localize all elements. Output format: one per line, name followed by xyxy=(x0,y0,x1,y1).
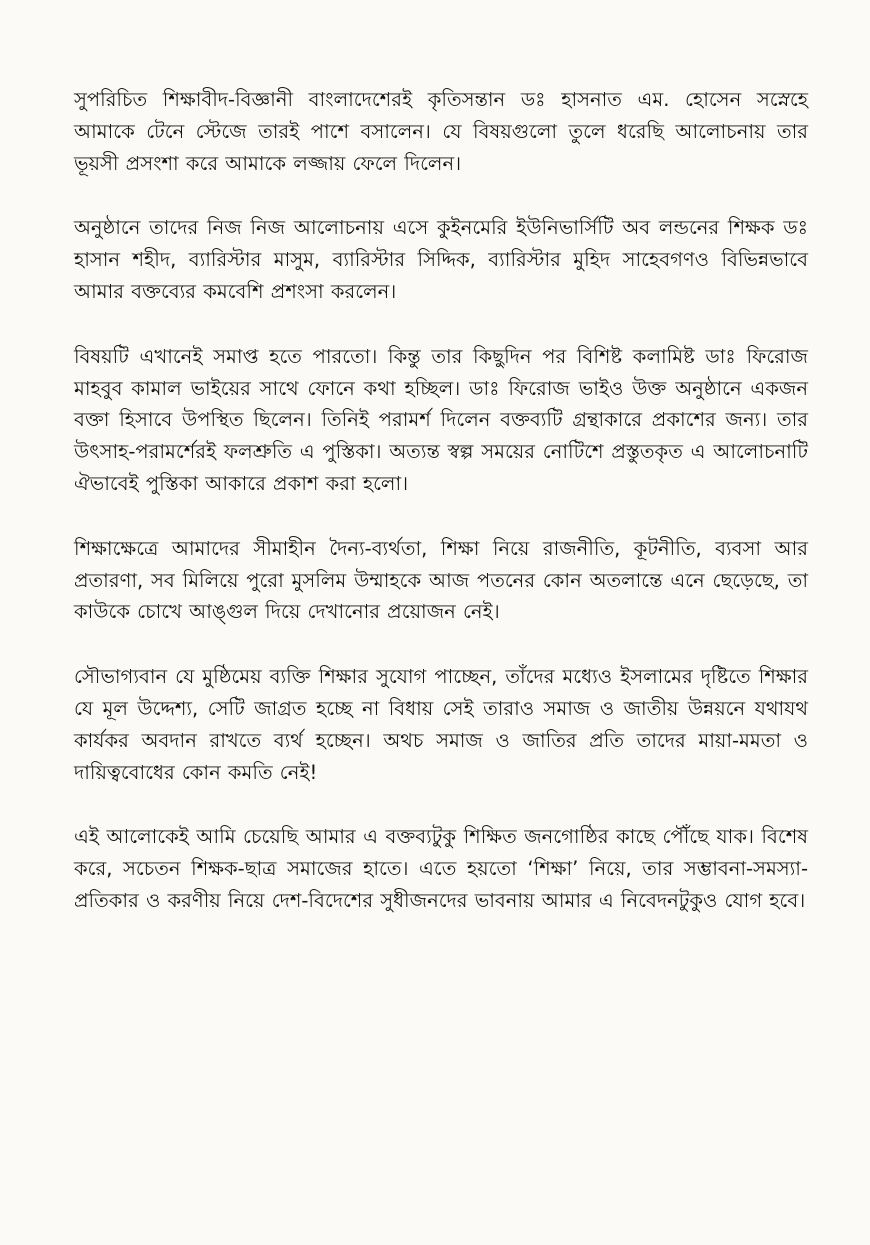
paragraph-1: সুপরিচিত শিক্ষাবীদ-বিজ্ঞানী বাংলাদেশেরই কৃতিসন্তান ডঃ হাসনাত এম. হোসেন সস্নেহে আমাকে টেনে স্টেজে তারই পাশে বসালেন। যে বিষয়গুলো তুলে ধরেছি আলোচনায় তার ভূয়সী প্রসংশা করে আমাকে লজ্জায় ফেলে দিলেন। xyxy=(74,88,808,175)
paragraph-2: অনুষ্ঠানে তাদের নিজ নিজ আলোচনায় এসে কুইনমেরি ইউনিভার্সিটি অব লন্ডনের শিক্ষক ডঃ হাসান শহীদ, ব্যারিস্টার মাসুম, ব্যারিস্টার সিদ্দিক, ব্যারিস্টার মুহিদ সাহেবগণও বিভিন্নভাবে আমার বক্তব্যের কমবেশি প্রশংসা করলেন। xyxy=(74,216,808,303)
paragraph-6: এই আলোকেই আমি চেয়েছি আমার এ বক্তব্যটুকু শিক্ষিত জনগোষ্ঠির কাছে পৌঁছে যাক। বিশেষ করে, সচেতন শিক্ষক-ছাত্র সমাজের হাতে। এতে হয়তো ‘শিক্ষা’ নিয়ে, তার সম্ভাবনা-সমস্যা-প্রতিকার ও করণীয় নিয়ে দেশ-বিদেশের সুধীজনদের ভাবনায় আমার এ নিবেদনটুকুও যোগ হবে। xyxy=(74,825,808,912)
paragraph-5: সৌভাগ্যবান যে মুষ্ঠিমেয় ব্যক্তি শিক্ষার সুযোগ পাচ্ছেন, তাঁদের মধ্যেও ইসলামের দৃষ্টিতে শিক্ষার যে মূল উদ্দেশ্য, সেটি জাগ্রত হচ্ছে না বিধায় সেই তারাও সমাজ ও জাতীয় উন্নয়নে যথাযথ কার্যকর অবদান রাখতে ব্যর্থ হচ্ছেন। অথচ সমাজ ও জাতির প্রতি তাদের মায়া-মমতা ও দায়িত্ববোধের কোন কমতি নেই! xyxy=(74,665,808,784)
paragraph-3: বিষয়টি এখানেই সমাপ্ত হতে পারতো। কিন্তু তার কিছুদিন পর বিশিষ্ট কলামিষ্ট ডাঃ ফিরোজ মাহবুব কামাল ভাইয়ের সাথে ফোনে কথা হচ্ছিল। ডাঃ ফিরোজ ভাইও উক্ত অনুষ্ঠানে একজন বক্তা হিসাবে উপস্থিত ছিলেন। তিনিই পরামর্শ দিলেন বক্তব্যটি গ্রন্থাকারে প্রকাশের জন্য। তার উৎসাহ-পরামর্শেরই ফলশ্রুতি এ পুস্তিকা। অত্যন্ত স্বল্প সময়ের নোটিশে প্রস্তুতকৃত এ আলোচনাটি ঐভাবেই পুস্তিকা আকারে প্রকাশ করা হলো। xyxy=(74,344,808,495)
paragraph-4: শিক্ষাক্ষেত্রে আমাদের সীমাহীন দৈন্য-ব্যর্থতা, শিক্ষা নিয়ে রাজনীতি, কূটনীতি, ব্যবসা আর প্রতারণা, সব মিলিয়ে পুরো মুসলিম উম্মাহকে আজ পতনের কোন অতলান্তে এনে ছেড়েছে, তা কাউকে চোখে আঙ্গুল দিয়ে দেখানোর প্রয়োজন নেই। xyxy=(74,536,808,624)
